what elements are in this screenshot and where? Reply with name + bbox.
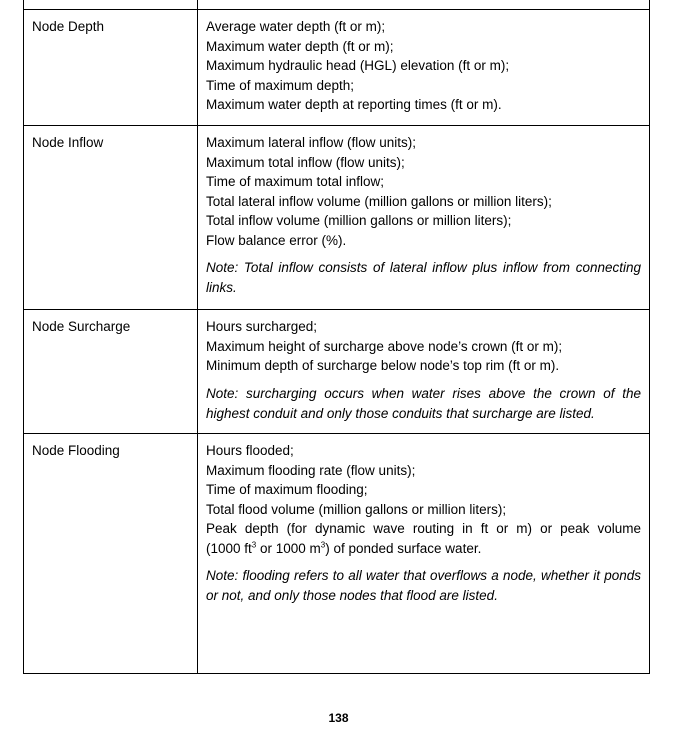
row-name: Node Inflow xyxy=(24,126,198,309)
desc-line: Minimum depth of surcharge below node’s top rim (ft or m). xyxy=(206,358,560,373)
row-description xyxy=(198,310,649,433)
table-row-node-surcharge xyxy=(24,309,649,433)
report-table xyxy=(23,0,650,674)
row-description xyxy=(198,126,649,309)
desc-line: Time of maximum depth; xyxy=(206,77,355,93)
desc-line: Maximum height of surcharge above node’s crown (ft or m); xyxy=(206,338,563,354)
superscript: 3 xyxy=(251,540,257,549)
desc-line: Maximum flooding rate (flow units); xyxy=(206,462,416,478)
desc-line: Time of maximum total inflow; xyxy=(206,174,385,189)
desc-line: Maximum lateral inflow (flow units); xyxy=(206,135,417,150)
desc-line: Maximum water depth at reporting times (ft or m). xyxy=(206,97,502,112)
row-name: Node Flooding xyxy=(24,434,198,673)
table-row-node-depth xyxy=(24,9,649,125)
desc-line: Total flood volume (million gallons or million liters); xyxy=(206,501,507,517)
stub-name-cell xyxy=(24,0,198,9)
desc-line: Peak depth (for dynamic wave routing in ft or m) or peak volume xyxy=(206,521,641,536)
desc-line-units xyxy=(206,539,641,559)
desc-line: Flow balance error (%). xyxy=(206,232,347,248)
row-name: Node Surcharge xyxy=(24,310,198,433)
desc-line: Time of maximum flooding; xyxy=(206,482,368,497)
desc-line: Hours flooded; xyxy=(206,443,294,458)
desc-line: Maximum hydraulic head (HGL) elevation (ft or m); xyxy=(206,58,510,73)
row-description xyxy=(198,434,649,673)
units-text: ) of ponded surface water. xyxy=(325,540,482,556)
table-top-stub xyxy=(24,0,649,9)
stub-desc-cell xyxy=(198,0,649,9)
units-text: or 1000 m xyxy=(256,540,321,556)
page-number: 138 xyxy=(328,711,349,725)
table-row-node-inflow xyxy=(24,125,649,309)
superscript: 3 xyxy=(320,540,326,549)
note-text: Note: Total inflow consists of lateral inflow plus inflow from connecting links. xyxy=(206,260,641,295)
table-row-node-flooding xyxy=(24,433,649,673)
note-text: Note: surcharging occurs when water rises above the crown of the highest conduit and only those conduits that surcharge are listed. xyxy=(206,385,641,421)
desc-line: Average water depth (ft or m); xyxy=(206,19,386,34)
desc-line: Hours surcharged; xyxy=(206,319,318,334)
desc-line: Maximum total inflow (flow units); xyxy=(206,154,405,170)
desc-line: Total inflow volume (million gallons or million liters); xyxy=(206,213,512,228)
row-description xyxy=(198,10,649,125)
desc-line: Total lateral inflow volume (million gallons or million liters); xyxy=(206,193,552,209)
row-name: Node Depth xyxy=(24,10,198,125)
note-text: Note: flooding refers to all water that overflows a node, whether it ponds or not, and only those nodes that flood are listed. xyxy=(206,568,641,603)
desc-line: Maximum water depth (ft or m); xyxy=(206,38,394,54)
units-text: (1000 ft xyxy=(206,540,252,556)
